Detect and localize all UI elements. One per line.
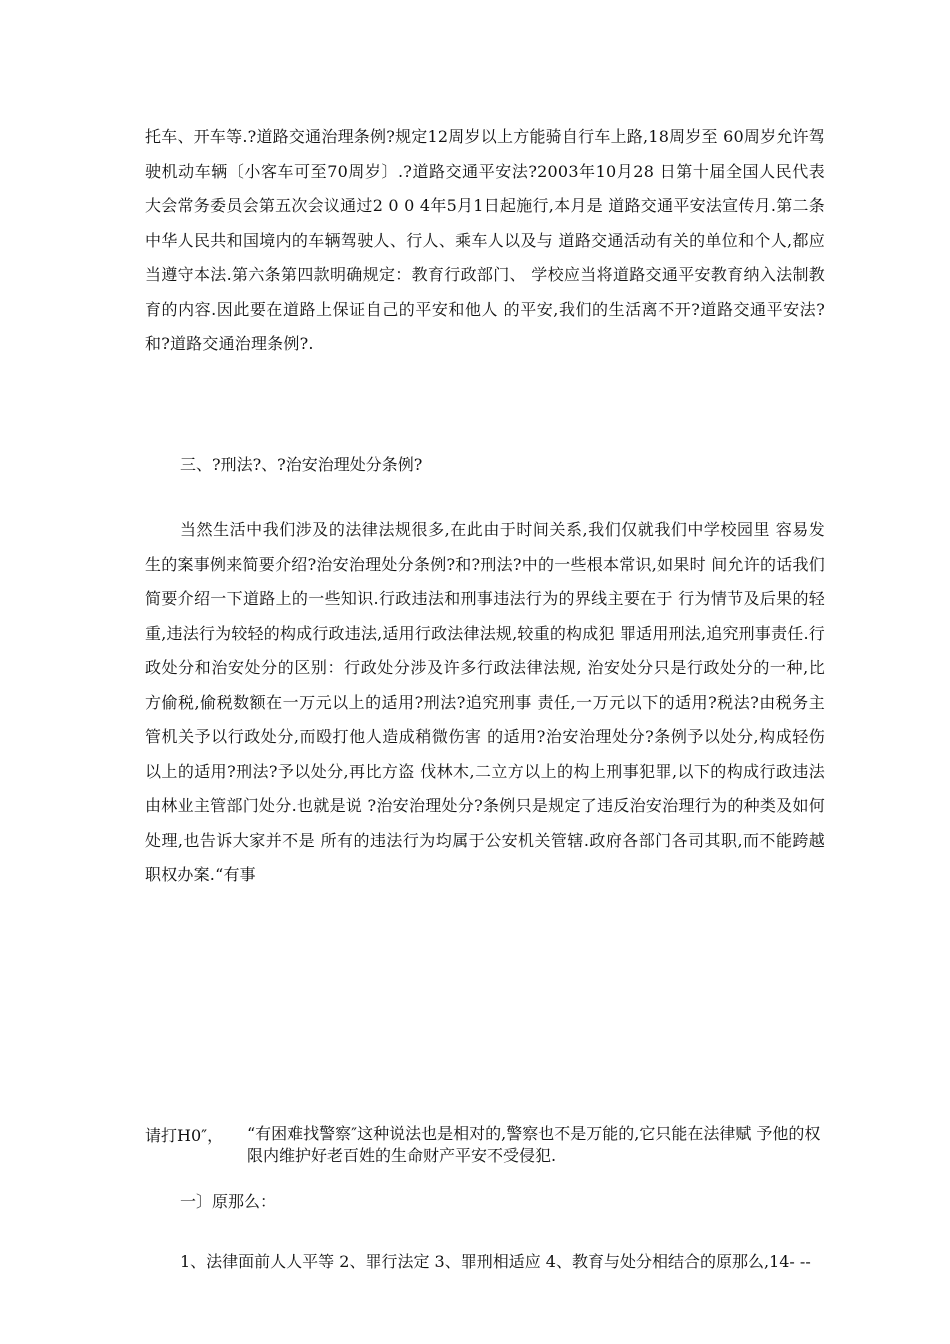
- section-heading-criminal-law: 三、?刑法?、?治安治理处分条例?: [180, 455, 423, 474]
- paragraph-principles-list: 1、法律面前人人平等 2、罪行法定 3、罪刑相适应 4、教育与处分相结合的原那么,14- --: [180, 1252, 811, 1271]
- paragraph-traffic-law: 托车、开车等.?道路交通治理条例?规定12周岁以上方能骑自行车上路,18周岁至 60周岁允许驾驶机动车辆〔小客车可至70周岁〕.?道路交通平安法?2003年10月28 日第十届全国人民代表大会常务委员会第五次会议通过2 0 0 4年5月1日起施行,本月是 道路交通平安法宣传月.第二条中华人民共和国境内的车辆驾驶人、行人、乘车人以及与 道路交通活动有关的单位和个人,都应当遵守本法.第六条第四款明确规定：教育行政部门、 学校应当将道路交通平安教育纳入法制教育的内容.因此要在道路上保证自己的平安和他人 的平安,我们的生活离不开?道路交通平安法?和?道路交通治理条例?.: [145, 127, 825, 353]
- section-heading-principles: 一〕原那么：: [180, 1192, 277, 1211]
- split-line-right-fragment: “有困难找警察″这种说法也是相对的,警察也不是万能的,它只能在法律赋 予他的权限内维护好老百姓的生命财产平安不受侵犯.: [247, 1124, 821, 1165]
- paragraph-criminal-law-overview: 当然生活中我们涉及的法律法规很多,在此由于时间关系,我们仅就我们中学校园里 容易发生的案事例来简要介绍?治安治理处分条例?和?刑法?中的一些根本常识,如果时 间允许的话我们简要介绍一下道路上的一些知识.行政违法和刑事违法行为的界线主要在于 行为情节及后果的轻重,违法行为较轻的构成行政违法,适用行政法律法规,较重的构成犯 罪适用刑法,追究刑事责任.行政处分和治安处分的区别：行政处分涉及许多行政法律法规, 治安处分只是行政处分的一种,比方偷税,偷税数额在一万元以上的适用?刑法?追究刑事 责任,一万元以下的适用?税法?由税务主管机关予以行政处分,而殴打他人造成稍微伤害 的适用?治安治理处分?条例予以处分,构成轻伤以上的适用?刑法?予以处分,再比方盗 伐林木,二立方以上的构上刑事犯罪,以下的构成行政违法由林业主管部门处分.也就是说 ?治安治理处分?条例只是规定了违反治安治理行为的种类及如何处理,也告诉大家并不是 所有的违法行为均属于公安机关管辖.政府各部门各司其职,而不能跨越职权办案.“有事: [145, 520, 825, 884]
- split-line-left-fragment: 请打H0″，: [145, 1126, 224, 1145]
